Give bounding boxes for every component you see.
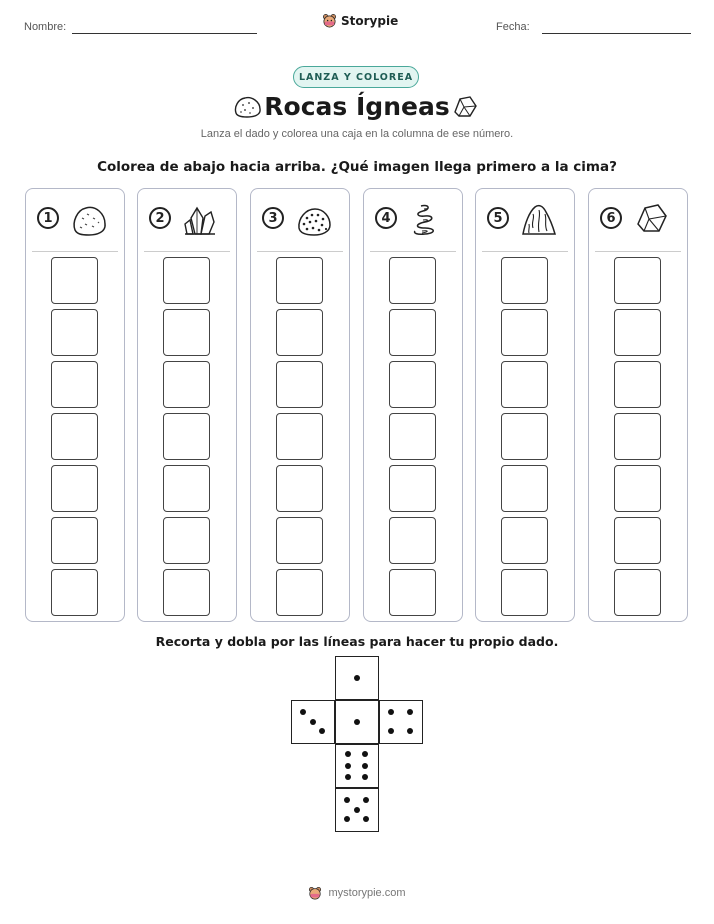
die-face-1 bbox=[335, 656, 379, 700]
column-header bbox=[589, 189, 687, 249]
cut-instruction: Recorta y dobla por las líneas para hacer tu propio dado. bbox=[155, 634, 559, 649]
column-number: 1 bbox=[37, 207, 59, 229]
color-box[interactable] bbox=[614, 257, 661, 304]
color-box[interactable] bbox=[51, 517, 98, 564]
color-box[interactable] bbox=[51, 361, 98, 408]
column-number: 4 bbox=[375, 207, 397, 229]
die-pip bbox=[362, 774, 368, 780]
color-box[interactable] bbox=[614, 517, 661, 564]
column-number: 5 bbox=[487, 207, 509, 229]
column-1 bbox=[25, 188, 125, 622]
die-face-4 bbox=[379, 700, 423, 744]
color-box[interactable] bbox=[276, 517, 323, 564]
die-pip bbox=[345, 751, 351, 757]
bear-mascot-footer-icon bbox=[308, 886, 322, 900]
brand-name: Storypie bbox=[341, 13, 399, 28]
die-pip bbox=[345, 763, 351, 769]
name-label: Nombre: bbox=[24, 21, 67, 33]
scoria-rock-icon bbox=[294, 200, 334, 238]
brand-logo bbox=[322, 13, 398, 28]
die-face-5 bbox=[335, 788, 379, 832]
color-box[interactable] bbox=[501, 361, 548, 408]
column-header bbox=[26, 189, 124, 249]
column-divider bbox=[257, 251, 343, 252]
column-header bbox=[476, 189, 574, 249]
die-pip bbox=[354, 719, 360, 725]
color-box[interactable] bbox=[276, 257, 323, 304]
color-box[interactable] bbox=[276, 309, 323, 356]
column-number: 6 bbox=[600, 207, 622, 229]
die-face-3 bbox=[291, 700, 335, 744]
color-box[interactable] bbox=[614, 309, 661, 356]
color-box[interactable] bbox=[389, 465, 436, 512]
color-box[interactable] bbox=[614, 361, 661, 408]
die-pip bbox=[362, 751, 368, 757]
column-divider bbox=[370, 251, 456, 252]
color-box[interactable] bbox=[501, 517, 548, 564]
color-box[interactable] bbox=[614, 413, 661, 460]
footer-url: mystorypie.com bbox=[328, 887, 406, 899]
die-pip bbox=[363, 816, 369, 822]
column-5 bbox=[475, 188, 575, 622]
die-pip bbox=[362, 763, 368, 769]
die-pip bbox=[319, 728, 325, 734]
color-box[interactable] bbox=[614, 569, 661, 616]
color-box[interactable] bbox=[163, 413, 210, 460]
column-number: 3 bbox=[262, 207, 284, 229]
color-box[interactable] bbox=[389, 517, 436, 564]
color-box[interactable] bbox=[163, 361, 210, 408]
die-pip bbox=[388, 728, 394, 734]
color-box[interactable] bbox=[389, 361, 436, 408]
color-box[interactable] bbox=[51, 569, 98, 616]
color-box[interactable] bbox=[389, 309, 436, 356]
die-pip bbox=[363, 797, 369, 803]
color-box[interactable] bbox=[51, 465, 98, 512]
color-box[interactable] bbox=[276, 413, 323, 460]
color-box[interactable] bbox=[614, 465, 661, 512]
column-4 bbox=[363, 188, 463, 622]
activity-badge: LANZA Y COLOREA bbox=[293, 66, 419, 88]
color-box[interactable] bbox=[389, 569, 436, 616]
color-box[interactable] bbox=[276, 465, 323, 512]
die-pip bbox=[344, 797, 350, 803]
color-box[interactable] bbox=[51, 257, 98, 304]
die-pip bbox=[344, 816, 350, 822]
die-face-6 bbox=[335, 744, 379, 788]
die-pip bbox=[310, 719, 316, 725]
column-header bbox=[251, 189, 349, 249]
color-box[interactable] bbox=[501, 465, 548, 512]
die-pip bbox=[407, 709, 413, 715]
color-box[interactable] bbox=[163, 465, 210, 512]
color-box[interactable] bbox=[163, 309, 210, 356]
color-box[interactable] bbox=[501, 257, 548, 304]
color-box[interactable] bbox=[389, 413, 436, 460]
lava-flow-icon bbox=[407, 200, 447, 238]
die-pip bbox=[407, 728, 413, 734]
color-box[interactable] bbox=[51, 309, 98, 356]
pumice-rock-icon bbox=[69, 200, 109, 238]
die-pip bbox=[388, 709, 394, 715]
die-pip bbox=[345, 774, 351, 780]
column-6 bbox=[588, 188, 688, 622]
die-face-1 bbox=[335, 700, 379, 744]
color-box[interactable] bbox=[163, 569, 210, 616]
bear-mascot-icon bbox=[322, 13, 337, 28]
color-box[interactable] bbox=[163, 257, 210, 304]
die-pip bbox=[354, 675, 360, 681]
column-divider bbox=[144, 251, 230, 252]
color-box[interactable] bbox=[389, 257, 436, 304]
color-box[interactable] bbox=[501, 309, 548, 356]
color-box[interactable] bbox=[276, 361, 323, 408]
date-line[interactable] bbox=[542, 33, 691, 34]
column-3 bbox=[250, 188, 350, 622]
volcano-rock-icon bbox=[519, 200, 559, 238]
crystal-cluster-icon bbox=[181, 200, 221, 238]
footer bbox=[0, 886, 714, 900]
die-pip bbox=[300, 709, 306, 715]
color-box[interactable] bbox=[163, 517, 210, 564]
color-box[interactable] bbox=[276, 569, 323, 616]
column-number: 2 bbox=[149, 207, 171, 229]
obsidian-gem-icon bbox=[632, 200, 672, 238]
color-box[interactable] bbox=[501, 569, 548, 616]
column-header bbox=[364, 189, 462, 249]
subtitle: Lanza el dado y colorea una caja en la columna de ese número. bbox=[200, 128, 514, 140]
instruction: Colorea de abajo hacia arriba. ¿Qué imagen llega primero a la cima? bbox=[97, 159, 617, 175]
column-divider bbox=[32, 251, 118, 252]
column-divider bbox=[482, 251, 568, 252]
name-line[interactable] bbox=[72, 33, 257, 34]
date-label: Fecha: bbox=[496, 21, 530, 33]
column-2 bbox=[137, 188, 237, 622]
page-title: Rocas Ígneas bbox=[264, 92, 450, 121]
column-header bbox=[138, 189, 236, 249]
column-divider bbox=[595, 251, 681, 252]
obsidian-title-icon bbox=[450, 94, 480, 120]
color-box[interactable] bbox=[501, 413, 548, 460]
die-pip bbox=[354, 807, 360, 813]
color-box[interactable] bbox=[51, 413, 98, 460]
